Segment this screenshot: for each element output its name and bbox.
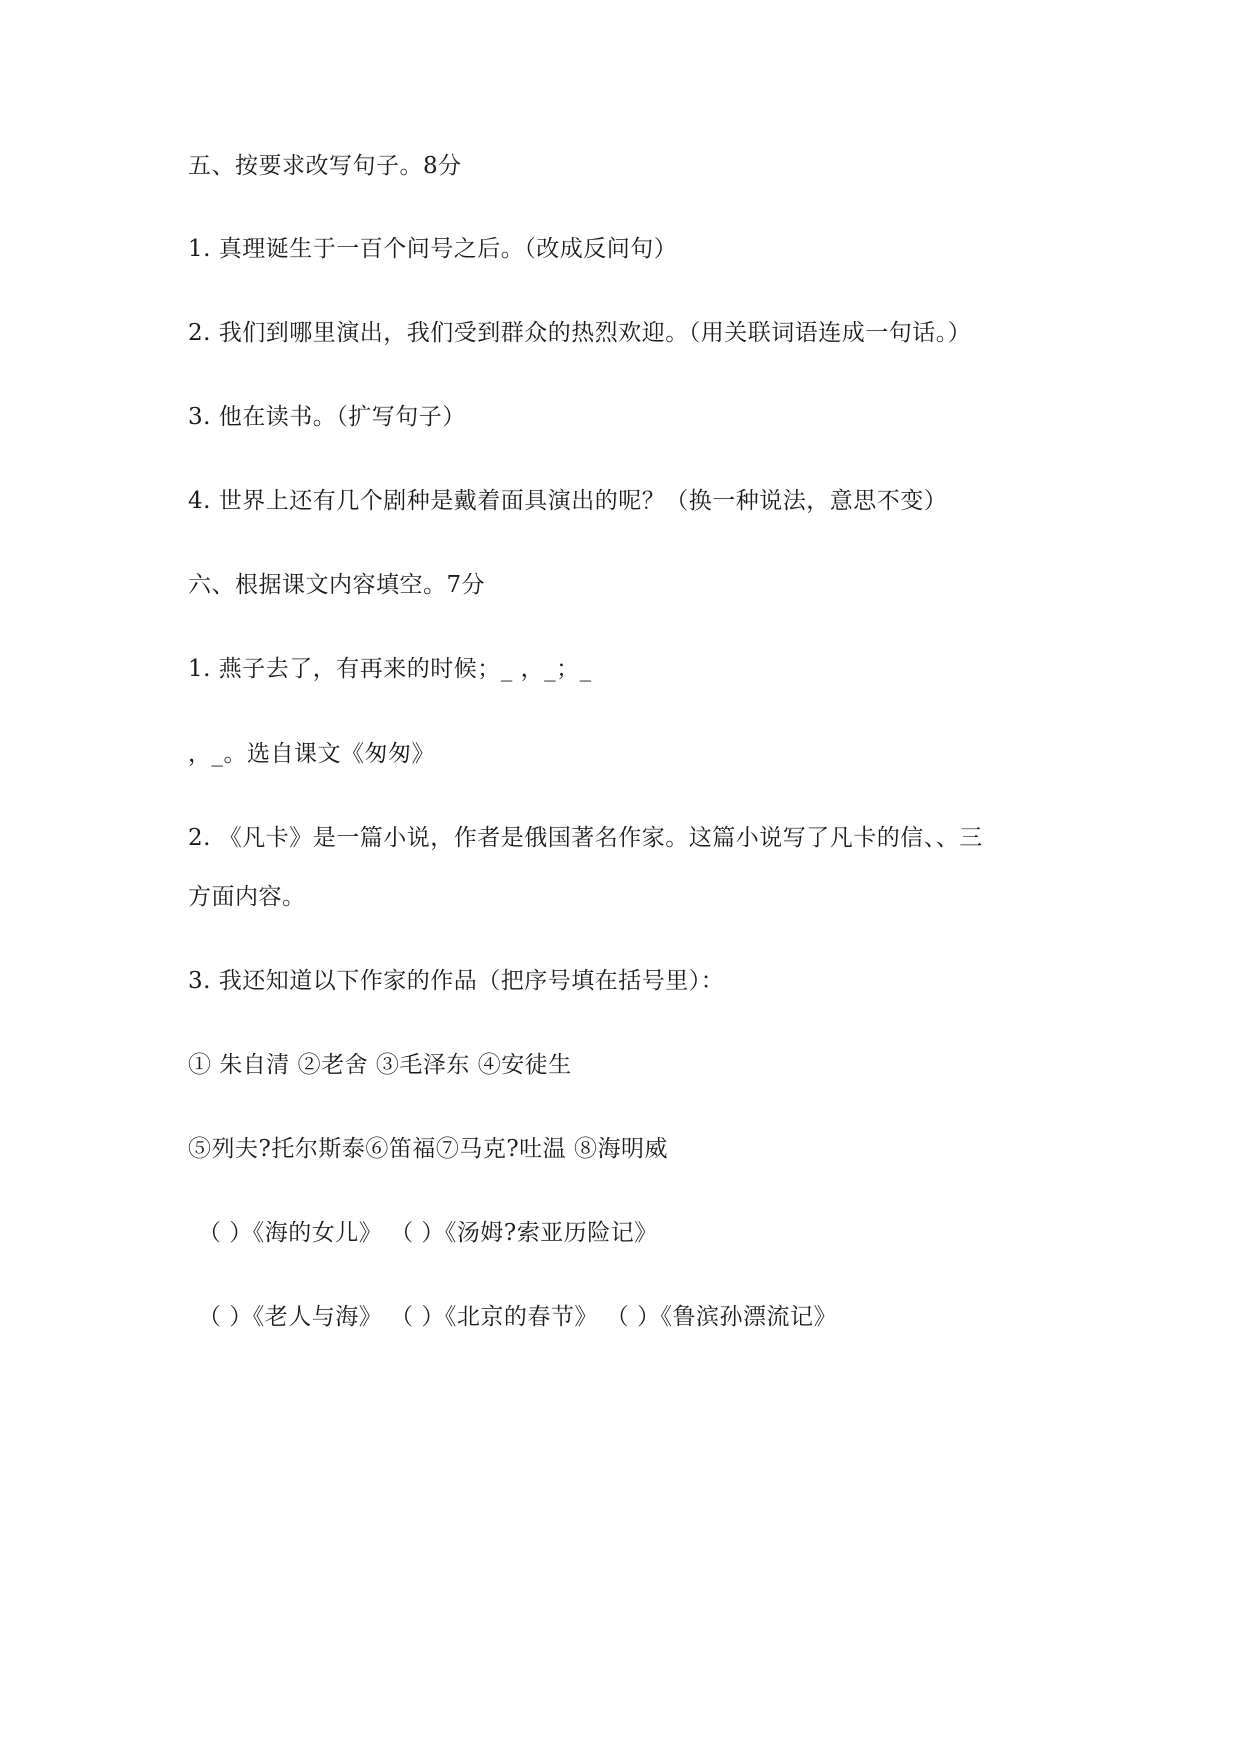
- section-5-heading: 五、按要求改写句子。8分: [188, 153, 462, 179]
- works-list-line-1: （ ）《海的女儿》 （ ）《汤姆?索亚历险记》: [198, 1220, 658, 1246]
- section-6-question-1-line-1: 1. 燕子去了，有再来的时候；_ ，_；_: [188, 656, 592, 682]
- authors-list-line-1: ① 朱自清 ②老舍 ③毛泽东 ④安徒生: [188, 1052, 572, 1078]
- section-6-heading: 六、根据课文内容填空。7分: [188, 572, 486, 598]
- section-5-question-1: 1. 真理诞生于一百个问号之后。（改成反问句）: [188, 236, 678, 262]
- section-5-question-2: 2. 我们到哪里演出，我们受到群众的热烈欢迎。（用关联词语连成一句话。）: [188, 320, 972, 346]
- section-6-question-1-line-2: ，_。选自课文《匆匆》: [188, 741, 435, 767]
- authors-list-line-2: ⑤列夫?托尔斯泰⑥笛福⑦马克?吐温 ⑧海明威: [188, 1136, 668, 1162]
- section-5-question-3: 3. 他在读书。（扩写句子）: [188, 404, 466, 430]
- section-5-question-4: 4. 世界上还有几个剧种是戴着面具演出的呢？（换一种说法，意思不变）: [188, 488, 948, 514]
- works-list-line-2: （ ）《老人与海》 （ ）《北京的春节》 （ ）《鲁滨孙漂流记》: [198, 1304, 838, 1330]
- section-6-question-3-intro: 3. 我还知道以下作家的作品（把序号填在括号里）：: [188, 968, 725, 994]
- section-6-question-2-line-2: 方面内容。: [188, 884, 306, 910]
- section-6-question-2-line-1: 2. 《凡卡》是一篇小说，作者是俄国著名作家。这篇小说写了凡卡的信、、三: [188, 825, 983, 851]
